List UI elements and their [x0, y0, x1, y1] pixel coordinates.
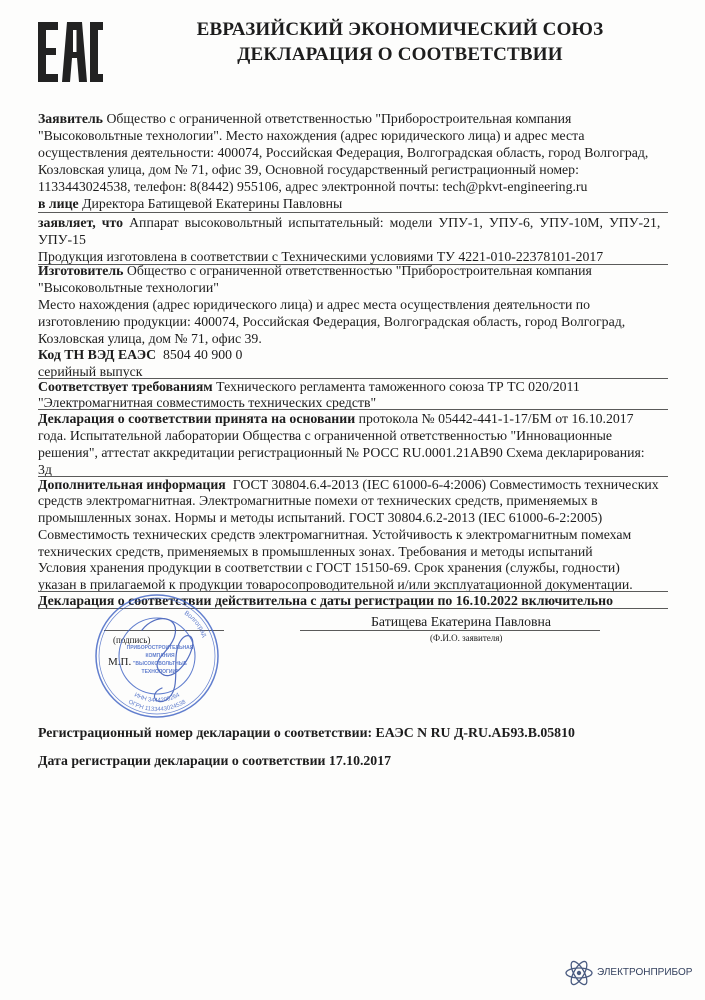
basis-label: Декларация о соответствии принята на основании — [38, 411, 356, 426]
declares-label: заявляет, что — [38, 215, 124, 230]
production-type: серийный выпуск — [38, 364, 143, 379]
applicant-line-2: "Высоковольтные технологии". Место нахождения (адрес юридического лица) и адрес места — [38, 128, 585, 143]
declares-line-3: Продукция изготовлена в соответствии с Техническими условиями ТУ 4221-010-22378101-2017 — [38, 249, 604, 264]
stamp-inner-line: ТЕХНОЛОГИИ" — [141, 669, 179, 675]
applicant-label: Заявитель — [38, 111, 103, 126]
additional-line-7: указан в прилагаемой к продукции товаросопроводительной и/или эксплуатационной документации. — [38, 577, 633, 592]
manufacturer-line-2: "Высоковольтные технологии" — [38, 280, 219, 295]
declares-line-2: УПУ-15 — [38, 232, 86, 247]
additional-line-6: Условия хранения продукции в соответствии с ГОСТ 15150-69. Срок хранения (службы, годности) — [38, 560, 620, 575]
applicant-line-3: осуществления деятельности: 400074, Российская Федерация, Волгоградская область, город Волгоград, — [38, 145, 649, 160]
name-caption: (Ф.И.О. заявителя) — [430, 633, 503, 643]
represented-by: Директора Батищевой Екатерины Павловны — [82, 196, 343, 211]
basis-line-1 — [38, 410, 634, 427]
title-declaration: ДЕКЛАРАЦИЯ О СООТВЕТСТВИИ — [237, 44, 563, 65]
additional-line-3: промышленных зонах. Нормы и методы испытаний. ГОСТ 30804.6.2-2013 (IEC 61000-6-2:2005) — [38, 510, 603, 525]
registration-date: Дата регистрации декларации о соответствии 17.10.2017 — [38, 753, 392, 768]
basis-line-2: года. Испытательной лаборатории Общества с ограниченной ответственностью "Инновационные — [38, 428, 613, 443]
hs-code-value: 8504 40 900 0 — [163, 347, 243, 362]
applicant-line-1 — [38, 110, 571, 127]
manufacturer-label: Изготовитель — [38, 263, 124, 278]
stamp-inner-line: КОМПАНИЯ — [145, 653, 175, 659]
applicant-line-4: Козловская улица, дом № 71, офис 39, Основной государственный регистрационный номер: — [38, 162, 579, 177]
conforms-line-2: "Электромагнитная совместимость технических средств" — [38, 395, 377, 410]
basis-text: протокола № 05442-441-1-17/БМ от 16.10.2017 — [358, 411, 634, 426]
manufacturer-line-4: изготовлению продукции: 400074, Российская Федерация, Волгоградская область, город Волгоград, — [38, 314, 626, 329]
applicant-text: Общество с ограниченной ответственностью "Приборостроительная компания — [106, 111, 572, 126]
applicant-line-5: 1133443024538, телефон: 8(8442) 955106, адрес электронной почты: tech@pkvt-engineering.ru — [38, 179, 588, 194]
document-title — [100, 17, 700, 67]
registration-number: Регистрационный номер декларации о соответствии: ЕАЭС N RU Д-RU.АБ93.В.05810 — [38, 725, 575, 740]
eac-logo — [36, 20, 104, 84]
name-underline — [300, 630, 600, 631]
manufacturer-line-3: Место нахождения (адрес юридического лица) и адрес места осуществления деятельности по — [38, 297, 591, 312]
additional-line-5: технических средств, применяемых в промышленных зонах. Требования и методы испытаний — [38, 544, 593, 559]
manufacturer-line-1 — [38, 262, 592, 279]
separator — [38, 212, 668, 213]
seal-caption: М.П. — [108, 656, 132, 668]
manufacturer-line-5: Козловская улица, дом № 71, офис 39. — [38, 331, 262, 346]
atom-icon — [564, 958, 594, 988]
footer-logo-text: ЭЛЕКТРОНПРИБОР — [597, 967, 693, 978]
additional-line-2: средств электромагнитная. Электромагнитные помехи от технических средств, применяемых в — [38, 493, 598, 508]
represented-by-line — [38, 195, 342, 212]
additional-label: Дополнительная информация — [38, 477, 226, 492]
title-union: ЕВРАЗИЙСКИЙ ЭКОНОМИЧЕСКИЙ СОЮЗ — [196, 19, 604, 40]
applicant-name: Батищева Екатерина Павловна — [371, 614, 552, 629]
validity-line: Декларация о соответствии действительна с даты регистрации по 16.10.2022 включительно — [38, 593, 613, 608]
hs-code-line — [38, 346, 242, 363]
represented-label: в лице — [38, 196, 79, 211]
basis-line-4: 3д — [38, 462, 52, 477]
declares-line-1 — [38, 214, 660, 231]
hs-code-label: Код ТН ВЭД ЕАЭС — [38, 347, 157, 362]
stamp-inner-line: ПРИБОРОСТРОИТЕЛЬНАЯ — [126, 645, 194, 651]
manufacturer-text: Общество с ограниченной ответственностью "Приборостроительная компания — [126, 263, 592, 278]
company-stamp — [90, 590, 224, 722]
stamp-ogrn: ОГРН 1133443024538 — [127, 699, 187, 714]
additional-line-4: Совместимость технических средств электромагнитная. Устойчивость к электромагнитным помехам — [38, 527, 632, 542]
additional-line-1 — [38, 476, 659, 493]
stamp-inn: ИНН 3444208264 — [133, 692, 181, 705]
additional-text: ГОСТ 30804.6.4-2013 (IEC 61000-6-4:2006) Совместимость технических — [232, 477, 659, 492]
stamp-inner-line: "ВЫСОКОВОЛЬТНЫЕ — [133, 661, 187, 667]
stamp-city: Волгоград — [182, 609, 209, 639]
basis-line-3: решения", аттестат аккредитации регистрационный № РОСС RU.0001.21АВ90 Схема декларирования: — [38, 445, 645, 460]
conforms-text: Технического регламента таможенного союза ТР ТС 020/2011 — [216, 379, 580, 394]
conforms-label: Соответствует требованиям — [38, 379, 213, 394]
conforms-line-1 — [38, 378, 580, 395]
declares-text: Аппарат высоковольтный испытательный: модели УПУ-1, УПУ-6, УПУ-10М, УПУ-21, — [129, 215, 661, 230]
signature-caption: (подпись) — [113, 635, 151, 645]
